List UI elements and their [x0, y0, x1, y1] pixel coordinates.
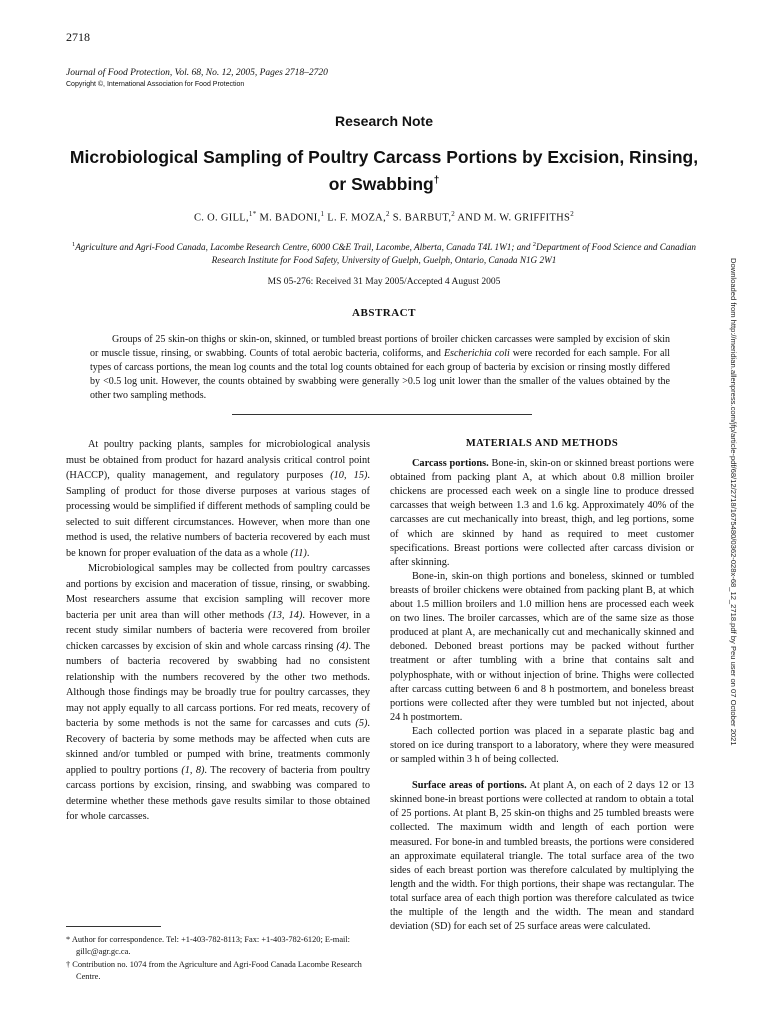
text-run: . However, in a recent study similar numbers of bacteria were recovered from broiler chicken carcasses by excision of skin and whole carcass rinsing: [66, 609, 370, 652]
intro-paragraph-1: [66, 437, 370, 561]
left-column: [66, 437, 370, 825]
section-type-label: Research Note: [334, 113, 434, 129]
citation-link[interactable]: (13, 14): [268, 609, 303, 621]
affiliation-mark: 2: [532, 241, 537, 248]
text-run: . The recovery of bacteria from poultry carcass portions by excision, rinsing, and swabbing was compared to determine whether these methods gave results similar to those obtained for whole carcasses.: [66, 764, 370, 822]
methods-paragraph-2: Bone-in, skin-on thigh portions and boneless, skinned or tumbled breasts of broiler chickens were obtained from packing plant B, at which about 1.5 million broilers and 1.0 million hens are processed each week on two lines. The broiler carcasses, which are of the same size as those produced at plant A, are mechanically cut and mechanically skinned and deboned. Deboned breast portions may be packed without further treatment or after tumbling with a brine that contains salt and polyphosphate, with or without injection of brine. Thighs were collected after carcass cutting between 6 and 8 h postmortem, and boneless breast portions were collected after they were tumbled but not injected, about 24 h postmortem.: [390, 570, 694, 723]
affiliation-2: Department of Food Science and Canadian Research Institute for Food Safety, University of Guelph, Guelph, Ontario, Canada N1G 2W1: [211, 242, 697, 266]
intro-paragraph-2: [66, 561, 370, 825]
text-run: Bone-in, skin-on or skinned breast portions were obtained from packing plant A, at which about 0.8 million broiler chickens are processed each week on a single line to produce dressed carcasses that weigh between 1.3 and 1.6 kg. Approximately 40% of the carcasses are cut mechanically into breast, thigh, and leg portions, some of which are skinned by hand as required to meet customer specifications. Breast portions were collected after carcass division or after skinning.: [390, 458, 694, 568]
abstract-part: were recorded for each sample. For all types of carcass portions, the mean log counts and the total log counts obtained for each group of bacteria by excision or rinsing mostly differed by <0.5 log unit. However, the counts obtained by swabbing were generally >0.5 log unit lower than the smaller of the values obtained by the other two sampling methods.: [90, 348, 671, 401]
download-side-note-text: Downloaded from http://meridian.allenpress.com/jfp/article-pdf/68/12/2718/1675480/0362-028x-68_12_2718.pdf by Peu user on 07 October 2021: [729, 258, 738, 746]
abstract-part: Groups of 25 skin-on thighs or skin-on, skinned, or tumbled breast portions of broiler chicken carcasses were sampled by excision of skin or muscle tissue, rinsing, or swabbing. Counts of total aerobic bacteria, coliforms, and: [90, 334, 670, 359]
author-affiliation-mark: 1*: [248, 210, 257, 218]
section-heading-methods: MATERIALS AND METHODS: [465, 438, 619, 449]
methods-paragraph-4: [390, 779, 694, 934]
text-run: At poultry packing plants, samples for microbiological analysis must be obtained from product for hazard analysis critical control point (HACCP), quality management, and regulatory purposes: [66, 439, 370, 481]
text-run: . Sampling of product for those diverse purposes at various stages of processing would be simplified if different methods of sampling could be selected to suit different circumstances. However, when more than one method is used, the relative numbers of bacteria recovered by each must be known for proper evaluation of the data as a whole: [66, 470, 370, 559]
author-name: M. BADONI,: [256, 212, 321, 224]
author-name: AND M. W. GRIFFITHS: [455, 212, 571, 224]
abstract-text: [90, 333, 670, 403]
author-name: S. BARBUT,: [389, 212, 452, 224]
text-run: At plant A, on each of 2 days 12 or 13 skinned bone-in breast portions were collected at random to obtain a total of 25 portions. At plant B, 25 skin-on thighs and 25 tumbled breasts were collected. The maximum width and length of each portion were measured. For bone-in and tumbled breasts, the portions were considered an approximate equilateral triangle. The total surface area of the two sides of each breast portion was therefore calculated by multiplying the length and the width. For thigh portions, their shape was rectangular. The total surface area of each thigh portion was therefore calculated as twice the multiple of the length and the width. The mean and standard deviation (SD) for each set of 25 surface areas were calculated.: [390, 780, 694, 933]
article-title-text: Microbiological Sampling of Poultry Carcass Portions by Excision, Rinsing, or Swabbing: [69, 147, 699, 194]
text-run: . Recovery of bacteria by some methods may be affected when cuts are skinned and/or tumbled or pumped with brine, treatments commonly applied to poultry portions: [66, 718, 370, 776]
manuscript-dates: MS 05-276: Received 31 May 2005/Accepted 4 August 2005: [267, 277, 501, 287]
author-affiliation-mark: 1: [320, 210, 325, 218]
author-affiliation-mark: 2: [386, 210, 390, 218]
journal-citation: Journal of Food Protection, Vol. 68, No. 12, 2005, Pages 2718–2720: [66, 68, 328, 78]
footnote-divider: [66, 926, 161, 927]
footnote-contribution: † Contribution no. 1074 from the Agriculture and Agri-Food Canada Lacombe Research Centre.: [66, 960, 362, 981]
subsection-heading: Carcass portions.: [412, 458, 489, 470]
copyright-line: Copyright ©, International Association for Food Protection: [66, 81, 245, 88]
paragraph-gap: [390, 767, 694, 779]
author-affiliation-mark: 2: [451, 210, 456, 218]
abstract-heading: ABSTRACT: [352, 307, 416, 319]
author-name: L. F. MOZA,: [324, 212, 386, 224]
affiliations: [70, 238, 698, 267]
article-title: [60, 146, 708, 196]
citation-link[interactable]: (10, 15): [330, 470, 368, 481]
author-list: [0, 210, 768, 224]
title-footnote-mark: †: [433, 175, 440, 186]
citation-link[interactable]: (4): [336, 640, 349, 652]
methods-paragraph-1: [390, 457, 694, 570]
page-number: 2718: [66, 30, 90, 44]
citation-link[interactable]: (1, 8): [181, 764, 205, 776]
text-run: Microbiological samples may be collected from poultry carcasses and portions by excision and maceration of tissue, rinsing, or swabbing. Most researchers assume that excision sampling will recover more bacteria per unit area than will other methods: [66, 563, 370, 621]
affiliation-mark: 1: [71, 241, 76, 248]
footnote-correspondence: * Author for correspondence. Tel: +1-403-782-8113; Fax: +1-403-782-6120; E-mail: gillc@agr.gc.ca.: [66, 935, 351, 956]
author-affiliation-mark: 2: [570, 210, 574, 218]
right-column: [390, 437, 694, 934]
text-run: .: [306, 547, 310, 559]
species-name: Escherichia coli: [443, 348, 510, 359]
subsection-heading: Surface areas of portions.: [412, 780, 527, 792]
abstract-divider: [232, 414, 532, 415]
author-name: C. O. GILL,: [194, 212, 249, 224]
footnotes: [66, 934, 370, 984]
methods-paragraph-3: Each collected portion was placed in a separate plastic bag and stored on ice during transport to a laboratory, where they were measured or sampled within 3 h of being collected.: [390, 725, 694, 766]
download-side-note: [726, 258, 740, 1022]
citation-link[interactable]: (5): [355, 718, 368, 729]
citation-link[interactable]: (11): [290, 547, 307, 559]
affiliation-1: Agriculture and Agri-Food Canada, Lacombe Research Centre, 6000 C&E Trail, Lacombe, Alberta, Canada T4L 1W1; and: [75, 242, 533, 253]
text-run: . The numbers of bacteria recovered by swabbing had no consistent relationship with the numbers recovered by the other two methods. Although those findings may be broadly true for poultry carcasses, they may not apply equally to all carcass portions. For red meats, recovery of bacteria by some methods is not the same for carcasses and cuts: [66, 640, 370, 729]
